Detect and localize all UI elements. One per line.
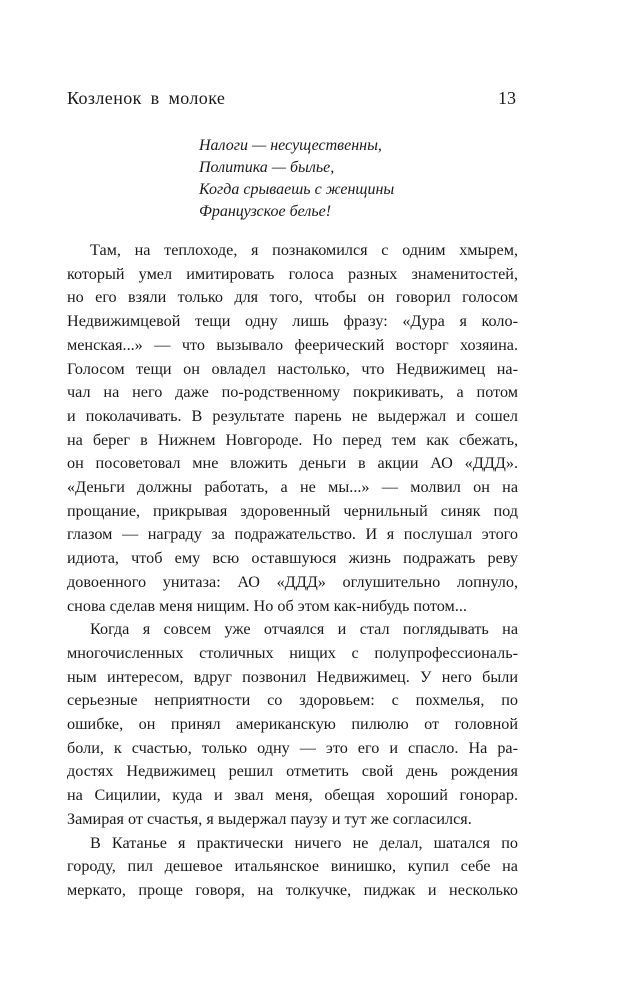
running-title: Козленок в молоке bbox=[67, 88, 226, 108]
text-line: Там, на теплоходе, я познакомился с одним хмырем, bbox=[90, 241, 518, 259]
epigraph-line: Французское белье! bbox=[199, 203, 332, 220]
text-line: прощание, прикрывая здоровенный чернильный синяк под bbox=[67, 501, 518, 520]
text-line: Замирая от счастья, я выдержал паузу и тут же согласился. bbox=[67, 809, 472, 828]
text-line: достях Недвижимец решил отметить свой день рождения bbox=[67, 762, 518, 781]
text-line: серьезные неприятности со здоровьем: с похмелья, по bbox=[67, 691, 518, 710]
text-line: и поколачивать. В результате парень не выдержал и сошел bbox=[67, 406, 518, 425]
text-line: меркато, проще говоря, на толкучке, пиджак и несколько bbox=[67, 880, 518, 899]
text-line: который умел имитировать голоса разных знаменитостей, bbox=[67, 264, 518, 283]
text-line: идиота, чтоб ему всю оставшуюся жизнь подражать реву bbox=[67, 549, 518, 568]
text-line: глазом — награду за подражательство. И я послушал этого bbox=[67, 525, 518, 544]
text-line: Когда я совсем уже отчаялся и стал поглядывать на bbox=[90, 620, 518, 639]
epigraph-line: Налоги — несущественны, bbox=[199, 137, 382, 154]
page-number: 13 bbox=[498, 88, 516, 108]
text-line: городу, пил дешевое итальянское винишко, купил себе на bbox=[67, 857, 518, 876]
text-line: снова сделав меня нищим. Но об этом как-нибудь потом... bbox=[67, 596, 467, 615]
text-line: но его взяли только для того, чтобы он говорил голосом bbox=[67, 288, 518, 307]
text-line: он посоветовал мне вложить деньги в акции АО «ДДД». bbox=[67, 454, 518, 473]
text-line: многочисленных столичных нищих с полупрофессиональ- bbox=[67, 643, 518, 662]
epigraph-line: Политика — былье, bbox=[199, 159, 335, 176]
text-line: на берег в Нижнем Новгороде. Но перед тем как сбежать, bbox=[67, 430, 518, 449]
running-header bbox=[67, 88, 516, 114]
epigraph-line: Когда срываешь с женщины bbox=[199, 181, 395, 198]
text-line: на Сицилии, куда и звал меня, обещая хороший гонорар. bbox=[67, 786, 518, 805]
text-line: чал на него даже по-родственному покрикивать, а потом bbox=[67, 383, 518, 402]
text-line: «Деньги должны работать, а не мы...» — молвил он на bbox=[67, 478, 518, 497]
text-line: менская...» — что вызывало феерический восторг хозяина. bbox=[67, 335, 518, 354]
text-line: ным интересом, вдруг позвонил Недвижимец. У него были bbox=[67, 667, 518, 686]
text-line: В Катанье я практически ничего не делал, шатался по bbox=[90, 833, 518, 852]
text-line: ошибке, он принял американскую пилюлю от головной bbox=[67, 715, 518, 734]
text-line: боли, к счастью, только одну — это его и спасло. На ра- bbox=[67, 738, 518, 757]
text-line: Недвижимцевой тещи одну лишь фразу: «Дура я коло- bbox=[67, 312, 518, 331]
epigraph bbox=[199, 135, 499, 223]
body-text bbox=[67, 239, 518, 903]
text-line: довоенного унитаза: АО «ДДД» оглушительно лопнуло, bbox=[67, 572, 518, 591]
text-line: Голосом тещи он овладел настолько, что Недвижимец на- bbox=[67, 359, 518, 378]
